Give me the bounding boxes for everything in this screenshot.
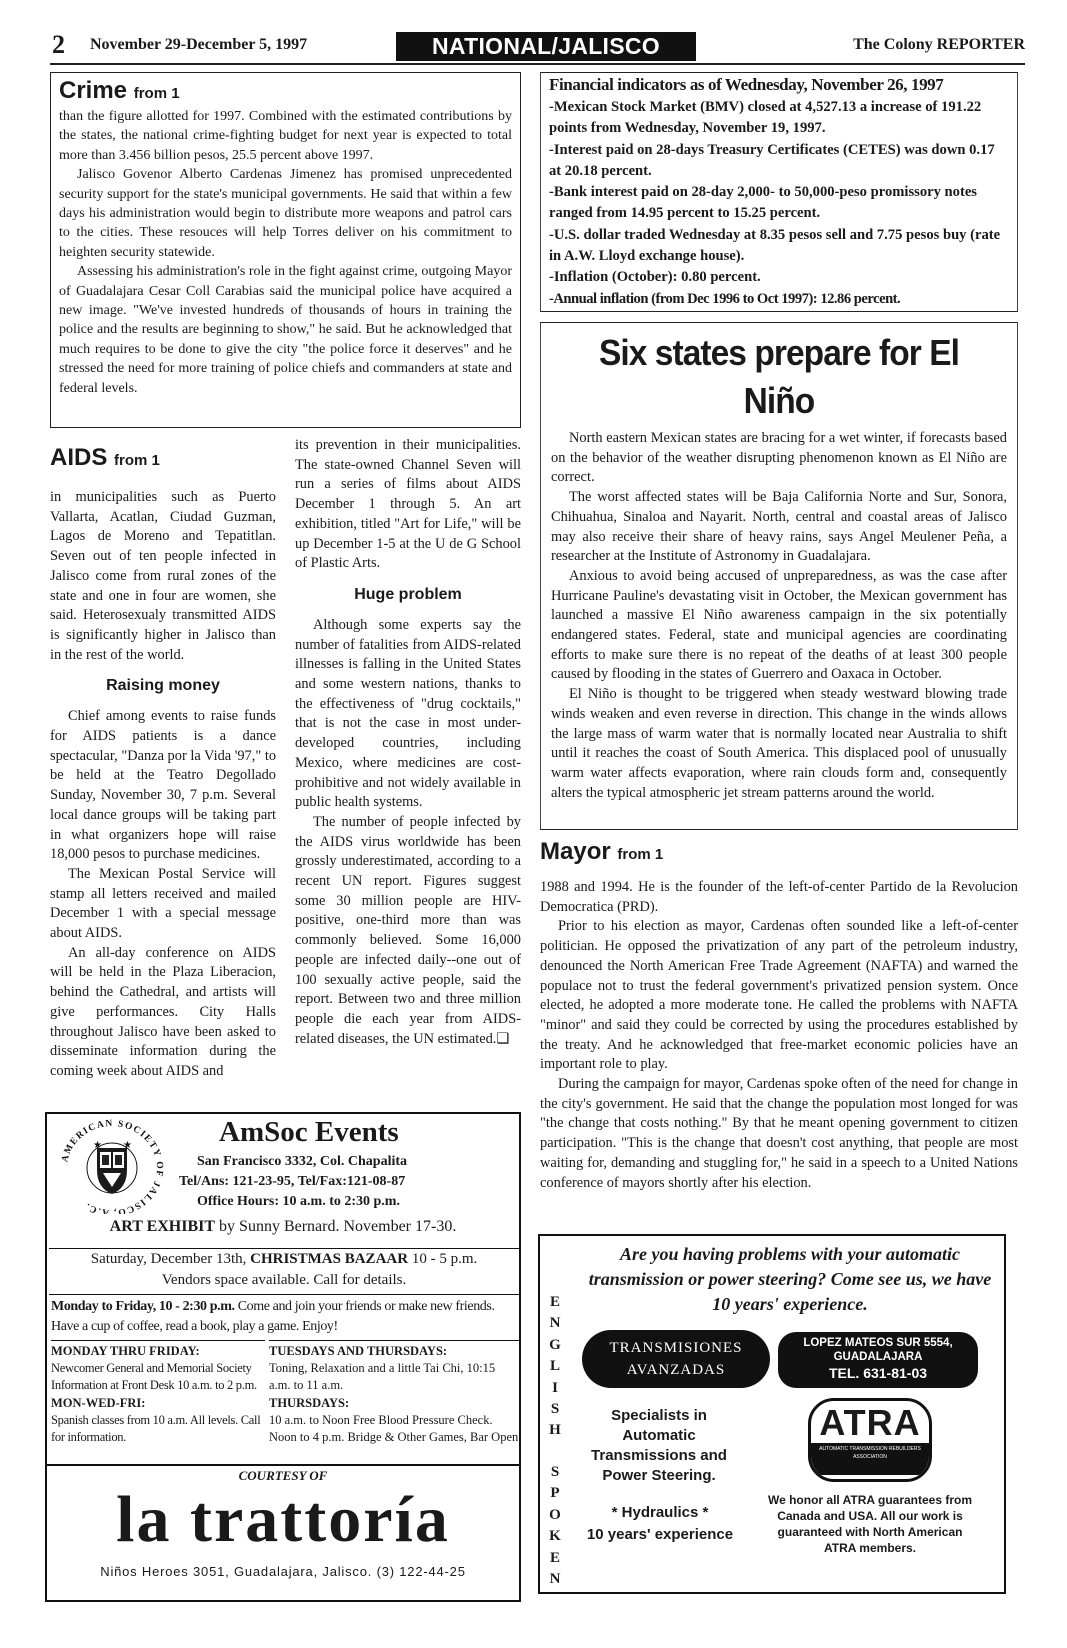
experience-text: 10 years' experience: [586, 1526, 734, 1543]
financial-item: -Interest paid on 28-days Treasury Certificates (CETES) was down 0.17 at 20.18 percent.: [549, 141, 995, 179]
schedule-label: MONDAY THRU FRIDAY:: [51, 1344, 200, 1358]
crime-paragraph: Assessing his administration's role in the fight against crime, outgoing Mayor of Guadalajara Cesar Coll Carabias said the municipal police have acquired a new image. "We've invested hundreds of thousands of hours in training the police and the results are beginning to show," he said. But he acknowledged that much requires to be done to give the city "the police force it deserves" and he stressed the need for more training of police chiefs and commanders at state and federal levels.: [59, 264, 512, 396]
aids-kicker-word: AIDS: [50, 444, 108, 471]
schedule-label: THURSDAYS:: [269, 1395, 350, 1410]
vertical-letter: O: [549, 1506, 561, 1523]
page-header: [50, 30, 1025, 64]
bazaar-block: [49, 1248, 519, 1291]
mayor-article: [540, 838, 1018, 1228]
crime-kicker-word: Crime: [59, 77, 128, 104]
financial-title: Financial indicators as of Wednesday, November 26, 1997: [549, 75, 944, 94]
vertical-letter: N: [549, 1571, 561, 1588]
aids-paragraph: Although some experts say the number of fatalities from AIDS-related illnesses is falling in the United States and some western nations, thanks to the effectiveness of "drug cocktails," that is not the case in most under-developed countries, including Mexico, where medicines are cost-prohibitive and not widely available in public health systems.: [295, 616, 521, 811]
section-title: NATIONAL/JALISCO: [432, 33, 660, 59]
amsoc-address: San Francisco 3332, Col. Chapalita: [197, 1154, 408, 1169]
atra-ad: [538, 1234, 1006, 1594]
business-name-badge: [582, 1330, 770, 1388]
aids-paragraph: The number of people infected by the AIDS virus worldwide has been grossly underestimated, according to a recent UN report. Figures suggest some 30 million people are HIV-positive, one-third more than was commonly believed. Some 16,000 people are infected daily--one out of 100 sexually active people, said the report. Between two and three million people die each year from AIDS-related diseases, the UN estimated.: [295, 813, 521, 1047]
aids-paragraph: in municipalities such as Puerto Vallarta, Acatlan, Ciudad Guzman, Lagos de Moreno and Tepatitlan. Seven out of ten people infected in Jalisco come from rural zones of the state and one in four are women, she said. Heterosexualy transmitted AIDS is significantly higher in Jalisco than in the rest of the world.: [50, 489, 276, 663]
amsoc-hours: Office Hours: 10 a.m. to 2:30 p.m.: [197, 1194, 400, 1209]
english-vertical: [546, 1292, 564, 1442]
financial-item: -U.S. dollar traded Wednesday at 8.35 pesos sell and 7.75 pesos buy (rate in A.W. Lloyd exchange house).: [549, 226, 1001, 265]
vertical-letter: K: [549, 1528, 561, 1545]
crime-kicker: [59, 77, 512, 105]
financial-item: -Inflation (October): 0.80 percent.: [549, 269, 761, 286]
aids-kicker-from: from 1: [114, 452, 160, 469]
atra-logo-text: ATRA: [819, 1402, 921, 1443]
vertical-letter: S: [550, 1401, 560, 1418]
mayor-kicker-from: from 1: [617, 846, 664, 863]
aids-paragraph: The Mexican Postal Service will stamp all letters received and mailed December 1 with a special message about AIDS.: [50, 865, 276, 942]
elnino-paragraph: El Niño is thought to be triggered when steady westward blowing trade winds weaken and even reverse in direction. This change in the winds allows the large mass of warm water that is normally located near Australia to shift until it reaches the coast of South America. This displaced pool of unusually warm water affects evaporation, where rain clouds form and, consequently alters the typical atmospheric jet stream patterns around the world.: [551, 686, 1007, 801]
svg-text:★: ★: [93, 1140, 102, 1151]
vertical-letter: E: [549, 1549, 560, 1566]
schedule-left: [51, 1340, 265, 1446]
atra-guarantee: We honor all ATRA guarantees from Canada and USA. All our work is guaranteed with North American ATRA members.: [767, 1493, 973, 1555]
financial-item: -Mexican Stock Market (BMV) closed at 4,527.13 a increase of 191.22 points from Wednesday, November 19, 1997.: [549, 99, 982, 137]
schedule-text: Newcomer General and Memorial Society Information at Front Desk 10 a.m. to 2 p.m.: [51, 1361, 257, 1393]
mayor-paragraph: During the campaign for mayor, Cardenas spoke often of the need for change in the city's government. He said that the change the population most longed for was "the change that costs nothing." By that he meant opening government to citizen participation. "This is the change that doesn't cost anything, that people are most waiting for, demanding and stuggling for," he said in a speech to a United Nations conference of mayors shortly after his election.: [540, 1076, 1018, 1191]
mayor-kicker: [540, 838, 1018, 866]
schedule-text: Toning, Relaxation and a little Tai Chi, 10:15 a.m. to 11 a.m.: [269, 1361, 496, 1393]
section-banner: [396, 32, 696, 61]
crime-kicker-from: from 1: [133, 85, 180, 102]
aids-paragraph: its prevention in their municipalities. The state-owned Channel Seven will run a series of films about AIDS December 1 through 5. An art exhibition, titled "Art for Life," will be up December 1-5 at the U de G School of Plastic Arts.: [295, 437, 521, 572]
elnino-paragraph: The worst affected states will be Baja California Norte and Sur, Sonora, Chihuahua, Sinaloa and Nayarit. North, central and coastal areas of Jalisco may also receive their share of heavy rains, says Angel Meulener Peña, a researcher at the Institute of Astronomy in Guadalajara.: [551, 489, 1007, 565]
aids-column-2: [295, 436, 521, 1049]
elnino-paragraph: North eastern Mexican states are bracing for a wet winter, if forecasts based on the behavior of the weather disrupting phenomenon known as El Niño are correct.: [551, 430, 1007, 486]
vertical-letter: I: [552, 1379, 558, 1396]
atra-logo-subtitle: AUTOMATIC TRANSMISSION REBUILDERS ASSOCIATION: [811, 1443, 929, 1475]
subhead-raising-money: Raising money: [106, 677, 220, 695]
header-rule: [50, 63, 1025, 65]
specialists-text: Specialists in Automatic Transmissions and Power Steering.: [591, 1407, 727, 1484]
sponsor-logo: la trattoría: [116, 1483, 450, 1556]
vertical-letter: S: [550, 1464, 560, 1480]
crime-paragraph: Jalisco Govenor Alberto Cardenas Jimenez has promised unprecedented security support for the state's municipal governments. He said that within a few days his administration would begin to distribute more weapons and patrol cars to the cities. These resouces will help Torres deliver on his commitment to heighten security statewide.: [59, 167, 512, 260]
page-number: 2: [52, 30, 65, 59]
bazaar-line: [49, 1249, 519, 1270]
aids-paragraph: An all-day conference on AIDS will be held in the Plaza Liberacion, behind the Cathedral, and artists will give performances. City Halls throughout Jalisco have been asked to disseminate information during the coming week about AIDS and: [50, 944, 276, 1079]
seal-graphic: [53, 1118, 171, 1214]
vertical-letter: G: [549, 1336, 561, 1353]
business-name: TRANSMISIONES AVANZADAS: [609, 1340, 743, 1378]
address-badge: [778, 1332, 978, 1388]
schedule-label: MON-WED-FRI:: [51, 1395, 146, 1410]
financial-indicators: [540, 72, 1018, 312]
subhead-huge-problem: Huge problem: [354, 585, 462, 603]
atra-logo: [808, 1398, 932, 1482]
vertical-letter: L: [549, 1358, 560, 1375]
mayor-paragraph: 1988 and 1994. He is the founder of the left-of-center Partido de la Revolucion Democratica (PRD).: [540, 879, 1018, 915]
bazaar-pre: Saturday, December 13th,: [90, 1251, 251, 1267]
mf-text: Come and join your friends or make new friends. Have a cup of coffee, read a book, play a game. Enjoy!: [51, 1299, 495, 1334]
aids-column-1: [50, 440, 276, 1082]
issue-date: November 29-December 5, 1997: [90, 36, 308, 53]
amsoc-events-ad: [45, 1112, 521, 1602]
courtesy-label: COURTESY OF: [238, 1468, 328, 1483]
aids-paragraph: Chief among events to raise funds for AIDS patients is a dance spectacular, "Danza por la Vida '97," to be held at the Teatro Degollado Sunday, November 30, 7 p.m. Several local dance groups will be taking part in what organizers hope will raise 18,000 pesos to purchase medicines.: [50, 708, 277, 863]
mf-label: Monday to Friday, 10 - 2:30 p.m.: [51, 1299, 235, 1314]
elnino-headline: Six states prepare for El Niño: [598, 332, 960, 421]
society-seal: [53, 1118, 171, 1214]
bazaar-label: CHRISTMAS BAZAAR: [250, 1251, 409, 1267]
vertical-letter: H: [549, 1422, 561, 1439]
schedule-right: [269, 1340, 519, 1446]
end-mark: ❑: [496, 1030, 510, 1047]
amsoc-phones: Tel/Ans: 121-23-95, Tel/Fax:121-08-87: [179, 1174, 406, 1189]
crime-article: [50, 72, 521, 428]
amsoc-title: AmSoc Events: [219, 1116, 399, 1148]
business-phone: TEL. 631-81-03: [828, 1365, 928, 1381]
art-exhibit-line: [47, 1218, 519, 1236]
mayor-kicker-word: Mayor: [540, 838, 611, 865]
financial-item: -Bank interest paid on 28-day 2,000- to 50,000-peso promissory notes ranged from 14.95 percent to 15.25 percent.: [549, 184, 977, 222]
vertical-letter: E: [549, 1294, 560, 1310]
bazaar-vendors: Vendors space available. Call for details.: [161, 1272, 407, 1288]
hydraulics-text: * Hydraulics *: [611, 1504, 709, 1521]
aids-closing-paragraph: [295, 813, 521, 1049]
elnino-article: [540, 322, 1018, 830]
schedule-text: 10 a.m. to Noon Free Blood Pressure Check. Noon to 4 p.m. Bridge & Other Games, Bar Open: [269, 1412, 519, 1445]
elnino-paragraph: Anxious to avoid being accused of unpreparedness, as was the case after Hurricane Pauline's devastating visit in October, the Mexican government has launched a massive El Niño awareness campaign in the six potentially endangered states. Federal, state and municipal agencies are coordinating efforts to make sure there is no repeat of the deaths of at least 300 people caused by flooding in the states of Guerrero and Oaxaca in October.: [551, 567, 1007, 683]
financial-item: -Annual inflation (from Dec 1996 to Oct 1997): 12.86 percent.: [549, 290, 901, 307]
atra-headline: Are you having problems with your automatic transmission or power steering? Come see us, we have 10 years' experience.: [588, 1244, 992, 1314]
seal-text: AMERICAN SOCIETY OF JALISCO, A.C.: [60, 1118, 165, 1214]
crime-paragraph: than the figure allotted for 1997. Combined with the estimated contributions by the states, the national crime-fighting budget for next year is expected to total more than 3.456 billion pesos, 25.5 percent above 1997.: [59, 109, 512, 163]
business-address: LOPEZ MATEOS SUR 5554, GUADALAJARA: [803, 1337, 953, 1363]
art-exhibit-label: ART EXHIBIT: [109, 1218, 216, 1235]
vertical-letter: P: [550, 1485, 560, 1502]
sponsor-address: Niños Heroes 3051, Guadalajara, Jalisco. (3) 122-44-25: [100, 1564, 466, 1579]
publication-name: The Colony REPORTER: [853, 36, 1025, 53]
sponsor-block: [47, 1464, 519, 1600]
art-exhibit-details: by Sunny Bernard. November 17-30.: [215, 1218, 457, 1235]
aids-kicker: [50, 444, 276, 472]
svg-text:★: ★: [123, 1140, 132, 1151]
mayor-paragraph: Prior to his election as mayor, Cardenas often sounded like a left-of-center politician. He opposed the privatization of any part of the petroleum industry, denounced the North American Free Trade Agreement (NAFTA) and warned the populace not to trust the federal government's privatized pension system. Once elected, he adopted a more moderate tone. He called the problems with NAFTA "minor" and said they could be corrected by using the procedures established by the treaty. And he acknowledged that free-market economic policies have an important role to play.: [540, 918, 1018, 1073]
schedule-label: TUESDAYS AND THURSDAYS:: [269, 1344, 448, 1358]
aids-article: [50, 437, 521, 1100]
bazaar-time: 10 - 5 p.m.: [408, 1251, 478, 1267]
monday-friday-block: [49, 1294, 519, 1337]
vertical-letter: N: [549, 1315, 561, 1332]
schedule-text: Spanish classes from 10 a.m. All levels. Call for information.: [51, 1412, 261, 1445]
